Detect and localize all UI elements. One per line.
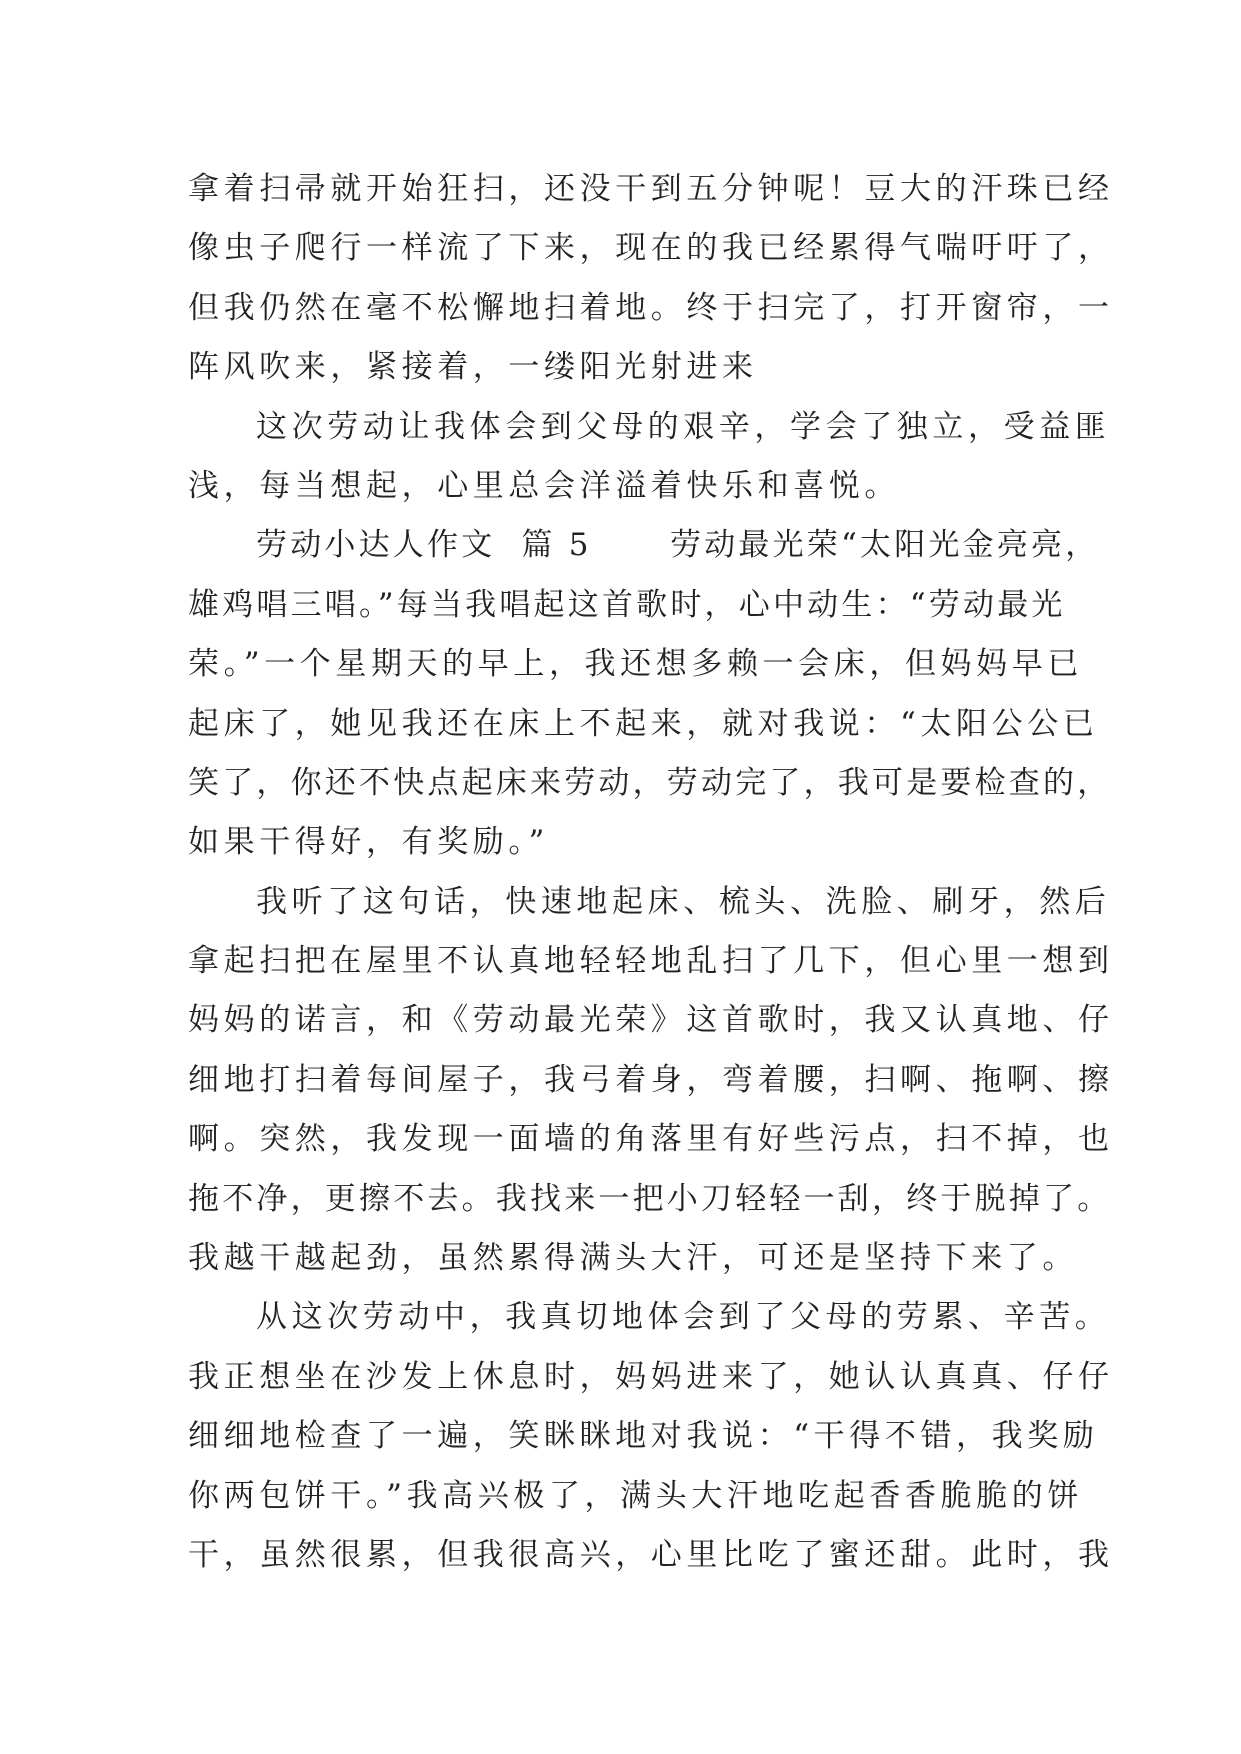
text-line: 如果干得好，有奖励。” <box>188 824 549 861</box>
text-line: 像虫子爬行一样流了下来，现在的我已经累得气喘吁吁了， <box>188 230 1114 267</box>
text-line: 妈妈的诺言，和《劳动最光荣》这首歌时，我又认真地、仔 <box>188 1002 1114 1039</box>
text-line: 我听了这句话，快速地起床、梳头、洗脸、刷牙，然后 <box>256 883 1111 920</box>
text-line: 拿着扫帚就开始狂扫，还没干到五分钟呢！豆大的汗珠已经 <box>188 171 1114 207</box>
text-line: 拖不净，更擦不去。我找来一把小刀轻轻一刮，终于脱掉了。 <box>188 1180 1112 1217</box>
text-line: 干，虽然很累，但我很高兴，心里比吃了蜜还甜。此时，我 <box>188 1536 1114 1573</box>
text-line: 我越干越起劲，虽然累得满头大汗，可还是坚持下来了。 <box>188 1240 1078 1277</box>
text-line: 细地打扫着每间屋子，我弓着身，弯着腰，扫啊、拖啊、擦 <box>188 1061 1114 1098</box>
text-line: 起床了，她见我还在床上不起来，就对我说：“太阳公公已 <box>188 705 1099 742</box>
text-line: 啊。突然，我发现一面墙的角落里有好些污点，扫不掉，也 <box>188 1121 1114 1158</box>
text-line: 雄鸡唱三唱。”每当我唱起这首歌时，心中动生：“劳动最光 <box>188 586 1066 623</box>
text-line: 我正想坐在沙发上休息时，妈妈进来了，她认认真真、仔仔 <box>188 1358 1114 1395</box>
text-line: 但我仍然在毫不松懈地扫着地。终于扫完了，打开窗帘，一 <box>188 289 1114 326</box>
text-line: 荣。”一个星期天的早上，我还想多赖一会床，但妈妈早已 <box>188 646 1083 683</box>
text-line: 从这次劳动中，我真切地体会到了父母的劳累、辛苦。 <box>256 1299 1111 1336</box>
text-line: 笑了，你还不快点起床来劳动，劳动完了，我可是要检查的， <box>188 764 1112 801</box>
text-line: 拿起扫把在屋里不认真地轻轻地乱扫了几下，但心里一想到 <box>188 943 1114 980</box>
text-line: 你两包饼干。”我高兴极了，满头大汗地吃起香香脆脆的饼 <box>188 1477 1083 1514</box>
text-line: 浅，每当想起，心里总会洋溢着快乐和喜悦。 <box>188 467 900 504</box>
section-heading-line: 劳动小达人作文 篇 5 劳动最光荣“太阳光金亮亮， <box>256 527 1100 564</box>
essay-text <box>188 160 1114 1585</box>
text-line: 细细地检查了一遍，笑眯眯地对我说：“干得不错，我奖励 <box>188 1418 1099 1455</box>
text-line: 这次劳动让我体会到父母的艰辛，学会了独立，受益匪 <box>256 408 1111 445</box>
text-line: 阵风吹来，紧接着，一缕阳光射进来 <box>188 349 758 386</box>
